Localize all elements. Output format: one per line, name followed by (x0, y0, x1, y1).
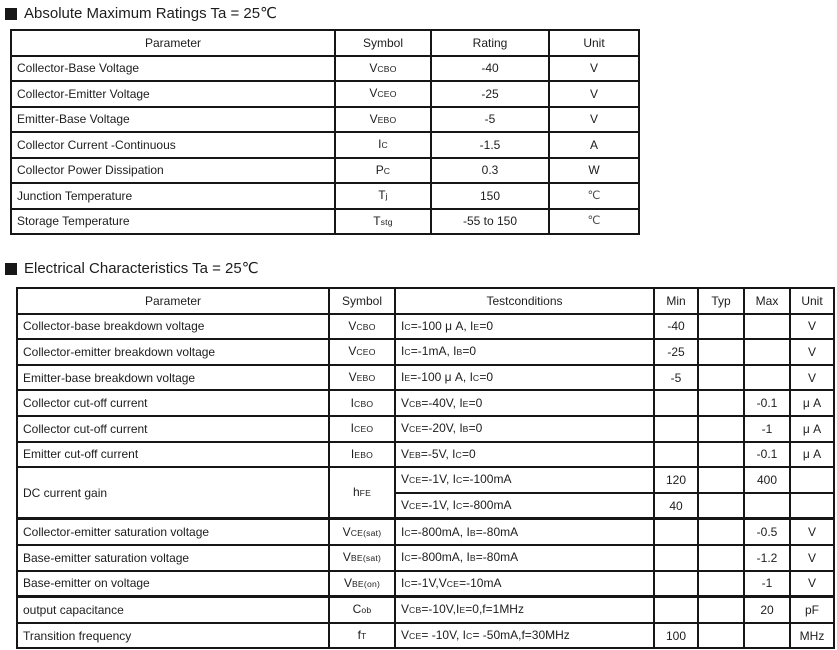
testconditions-cell: VCB=-10V,IE=0,f=1MHz (395, 597, 654, 623)
col-header-min: Min (654, 288, 698, 314)
max-cell: 400 (744, 467, 790, 493)
unit-cell: V (790, 545, 834, 571)
parameter-cell: output capacitance (17, 597, 329, 623)
unit-cell: μ A (790, 416, 834, 442)
typ-cell (698, 467, 744, 493)
symbol-cell: VCE(sat) (329, 519, 395, 545)
min-cell: 40 (654, 493, 698, 519)
unit-cell: V (549, 81, 639, 107)
parameter-cell: Collector-emitter breakdown voltage (17, 339, 329, 365)
testconditions-cell: IC=-1V,VCE=-10mA (395, 571, 654, 597)
table1-body (11, 56, 639, 235)
rating-cell: -40 (431, 56, 549, 82)
symbol-cell: VBE(sat) (329, 545, 395, 571)
min-cell: -40 (654, 314, 698, 340)
symbol-cell: Tj (335, 183, 431, 209)
typ-cell (698, 314, 744, 340)
unit-cell: μ A (790, 390, 834, 416)
max-cell: -0.1 (744, 442, 790, 468)
unit-cell: ℃ (549, 209, 639, 235)
unit-cell: V (790, 339, 834, 365)
table-row (17, 571, 834, 597)
unit-cell: V (790, 571, 834, 597)
square-bullet-icon (5, 8, 17, 20)
section-title-text: Absolute Maximum Ratings Ta = 25℃ (24, 5, 277, 22)
testconditions-cell: IC=-1mA, IB=0 (395, 339, 654, 365)
symbol-cell: PC (335, 158, 431, 184)
col-header-typ: Typ (698, 288, 744, 314)
typ-cell (698, 597, 744, 623)
typ-cell (698, 442, 744, 468)
parameter-cell: Transition frequency (17, 623, 329, 649)
min-cell: 120 (654, 467, 698, 493)
section-title-text: Electrical Characteristics Ta = 25℃ (24, 260, 259, 277)
table-row (17, 519, 834, 545)
typ-cell (698, 571, 744, 597)
square-bullet-icon (5, 263, 17, 275)
table-header-row (11, 30, 639, 56)
min-cell (654, 519, 698, 545)
min-cell (654, 390, 698, 416)
table-row (17, 365, 834, 391)
col-header-unit: Unit (790, 288, 834, 314)
symbol-cell: Tstg (335, 209, 431, 235)
parameter-cell: Base-emitter saturation voltage (17, 545, 329, 571)
testconditions-cell: VCE=-20V, IB=0 (395, 416, 654, 442)
typ-cell (698, 365, 744, 391)
max-cell (744, 365, 790, 391)
max-cell: -0.1 (744, 390, 790, 416)
min-cell (654, 442, 698, 468)
parameter-cell: Collector Current -Continuous (11, 132, 335, 158)
unit-cell: V (790, 519, 834, 545)
table-row (17, 623, 834, 649)
unit-cell (790, 493, 834, 519)
symbol-cell: Cob (329, 597, 395, 623)
table-row (17, 442, 834, 468)
symbol-cell: IC (335, 132, 431, 158)
unit-cell: ℃ (549, 183, 639, 209)
max-cell (744, 314, 790, 340)
symbol-cell: IEBO (329, 442, 395, 468)
unit-cell: V (549, 56, 639, 82)
testconditions-cell: VEB=-5V, IC=0 (395, 442, 654, 468)
rating-cell: -1.5 (431, 132, 549, 158)
parameter-cell: Emitter cut-off current (17, 442, 329, 468)
table-row (11, 209, 639, 235)
unit-cell: V (549, 107, 639, 133)
unit-cell: W (549, 158, 639, 184)
max-cell (744, 623, 790, 649)
parameter-cell: Base-emitter on voltage (17, 571, 329, 597)
testconditions-cell: IC=-800mA, IB=-80mA (395, 545, 654, 571)
rating-cell: 150 (431, 183, 549, 209)
parameter-cell: Collector cut-off current (17, 416, 329, 442)
unit-cell: μ A (790, 442, 834, 468)
electrical-characteristics-table (16, 287, 835, 649)
max-cell: -1.2 (744, 545, 790, 571)
symbol-cell: hFE (329, 467, 395, 519)
max-cell: 20 (744, 597, 790, 623)
symbol-cell: VCEO (329, 339, 395, 365)
testconditions-cell: VCE= -10V, IC= -50mA,f=30MHz (395, 623, 654, 649)
symbol-cell: fT (329, 623, 395, 649)
symbol-cell: VEBO (329, 365, 395, 391)
min-cell: -5 (654, 365, 698, 391)
unit-cell: MHz (790, 623, 834, 649)
testconditions-cell: IC=-800mA, IB=-80mA (395, 519, 654, 545)
table-row (11, 81, 639, 107)
testconditions-cell: VCB=-40V, IE=0 (395, 390, 654, 416)
parameter-cell: Collector-emitter saturation voltage (17, 519, 329, 545)
parameter-cell: Collector-Emitter Voltage (11, 81, 335, 107)
max-cell (744, 493, 790, 519)
table-row (11, 132, 639, 158)
parameter-cell: DC current gain (17, 467, 329, 519)
col-header-symbol: Symbol (329, 288, 395, 314)
rating-cell: -5 (431, 107, 549, 133)
rating-cell: 0.3 (431, 158, 549, 184)
table-row (17, 597, 834, 623)
parameter-cell: Junction Temperature (11, 183, 335, 209)
absolute-maximum-ratings-table (10, 29, 640, 235)
symbol-cell: VCBO (329, 314, 395, 340)
table-row (11, 183, 639, 209)
parameter-cell: Collector cut-off current (17, 390, 329, 416)
unit-cell: V (790, 365, 834, 391)
typ-cell (698, 519, 744, 545)
max-cell: -0.5 (744, 519, 790, 545)
unit-cell: V (790, 314, 834, 340)
testconditions-cell: VCE=-1V, IC=-100mA (395, 467, 654, 493)
table-row (17, 545, 834, 571)
symbol-cell: ICEO (329, 416, 395, 442)
table-row (11, 107, 639, 133)
col-header-parameter: Parameter (17, 288, 329, 314)
table-row (17, 467, 834, 493)
table-row (11, 158, 639, 184)
parameter-cell: Emitter-base breakdown voltage (17, 365, 329, 391)
unit-cell: A (549, 132, 639, 158)
col-header-unit: Unit (549, 30, 639, 56)
typ-cell (698, 545, 744, 571)
max-cell (744, 339, 790, 365)
symbol-cell: VCEO (335, 81, 431, 107)
symbol-cell: VEBO (335, 107, 431, 133)
table2-body (17, 314, 834, 649)
table-row (11, 56, 639, 82)
col-header-rating: Rating (431, 30, 549, 56)
col-header-testconditions: Testconditions (395, 288, 654, 314)
min-cell: -25 (654, 339, 698, 365)
datasheet-page (0, 6, 837, 649)
col-header-max: Max (744, 288, 790, 314)
typ-cell (698, 339, 744, 365)
typ-cell (698, 623, 744, 649)
table-row (17, 314, 834, 340)
parameter-cell: Collector Power Dissipation (11, 158, 335, 184)
rating-cell: -25 (431, 81, 549, 107)
parameter-cell: Emitter-Base Voltage (11, 107, 335, 133)
unit-cell (790, 467, 834, 493)
typ-cell (698, 416, 744, 442)
table-row (17, 416, 834, 442)
rating-cell: -55 to 150 (431, 209, 549, 235)
symbol-cell: ICBO (329, 390, 395, 416)
min-cell (654, 571, 698, 597)
typ-cell (698, 390, 744, 416)
testconditions-cell: IE=-100 μ A, IC=0 (395, 365, 654, 391)
col-header-symbol: Symbol (335, 30, 431, 56)
max-cell: -1 (744, 571, 790, 597)
testconditions-cell: VCE=-1V, IC=-800mA (395, 493, 654, 519)
testconditions-cell: IC=-100 μ A, IE=0 (395, 314, 654, 340)
symbol-cell: VCBO (335, 56, 431, 82)
min-cell: 100 (654, 623, 698, 649)
section-title-electrical-characteristics (5, 261, 837, 277)
min-cell (654, 597, 698, 623)
parameter-cell: Storage Temperature (11, 209, 335, 235)
table-row (17, 339, 834, 365)
max-cell: -1 (744, 416, 790, 442)
parameter-cell: Collector-Base Voltage (11, 56, 335, 82)
symbol-cell: VBE(on) (329, 571, 395, 597)
min-cell (654, 416, 698, 442)
col-header-parameter: Parameter (11, 30, 335, 56)
min-cell (654, 545, 698, 571)
parameter-cell: Collector-base breakdown voltage (17, 314, 329, 340)
table-row (17, 390, 834, 416)
section-title-absolute-maximum-ratings (5, 6, 837, 22)
typ-cell (698, 493, 744, 519)
unit-cell: pF (790, 597, 834, 623)
table-header-row (17, 288, 834, 314)
